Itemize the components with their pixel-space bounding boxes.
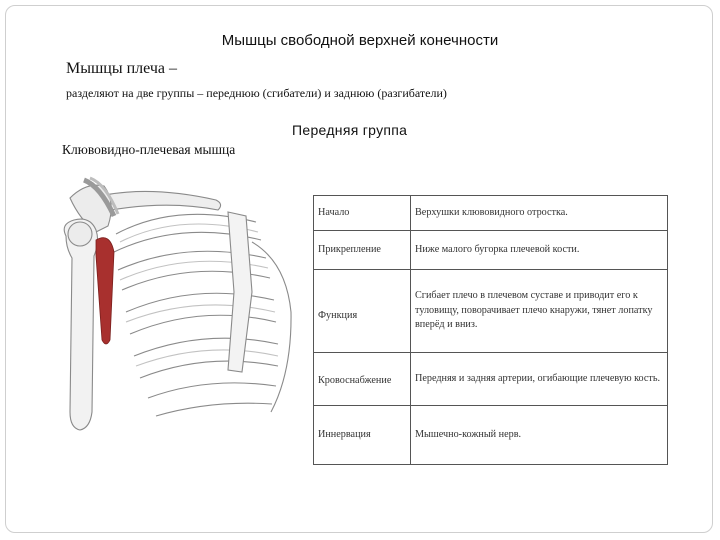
row-label: Функция (314, 270, 411, 353)
row-value: Верхушки клювовидного отростка. (411, 196, 668, 231)
group-title: Передняя группа (292, 122, 408, 138)
slide-title: Мышцы свободной верхней конечности (221, 32, 499, 49)
row-label: Иннервация (314, 406, 411, 465)
table-row (314, 353, 668, 406)
intro-text: разделяют на две группы – переднюю (сгибатели) и заднюю (разгибатели) (66, 86, 447, 100)
row-value: Ниже малого бугорка плечевой кости. (411, 231, 668, 270)
muscle-info-table (313, 195, 668, 465)
row-value: Сгибает плечо в плечевом суставе и приводит его к туловищу, поворачивает плечо кнаружи, тянет лопатку вперёд и вниз. (411, 270, 668, 353)
table-row (314, 406, 668, 465)
row-label: Начало (314, 196, 411, 231)
row-value: Передняя и задняя артерии, огибающие плечевую кость. (411, 353, 668, 406)
anatomy-illustration (56, 172, 316, 438)
muscle-name: Клювовидно-плечевая мышца (62, 142, 236, 157)
table-row (314, 270, 668, 353)
coracobrachialis-muscle-highlight (96, 238, 114, 344)
row-value: Мышечно-кожный нерв. (411, 406, 668, 465)
table-row (314, 231, 668, 270)
row-label: Кровоснабжение (314, 353, 411, 406)
row-label: Прикрепление (314, 231, 411, 270)
section-subtitle: Мышцы плеча – (66, 60, 178, 77)
table-row (314, 196, 668, 231)
